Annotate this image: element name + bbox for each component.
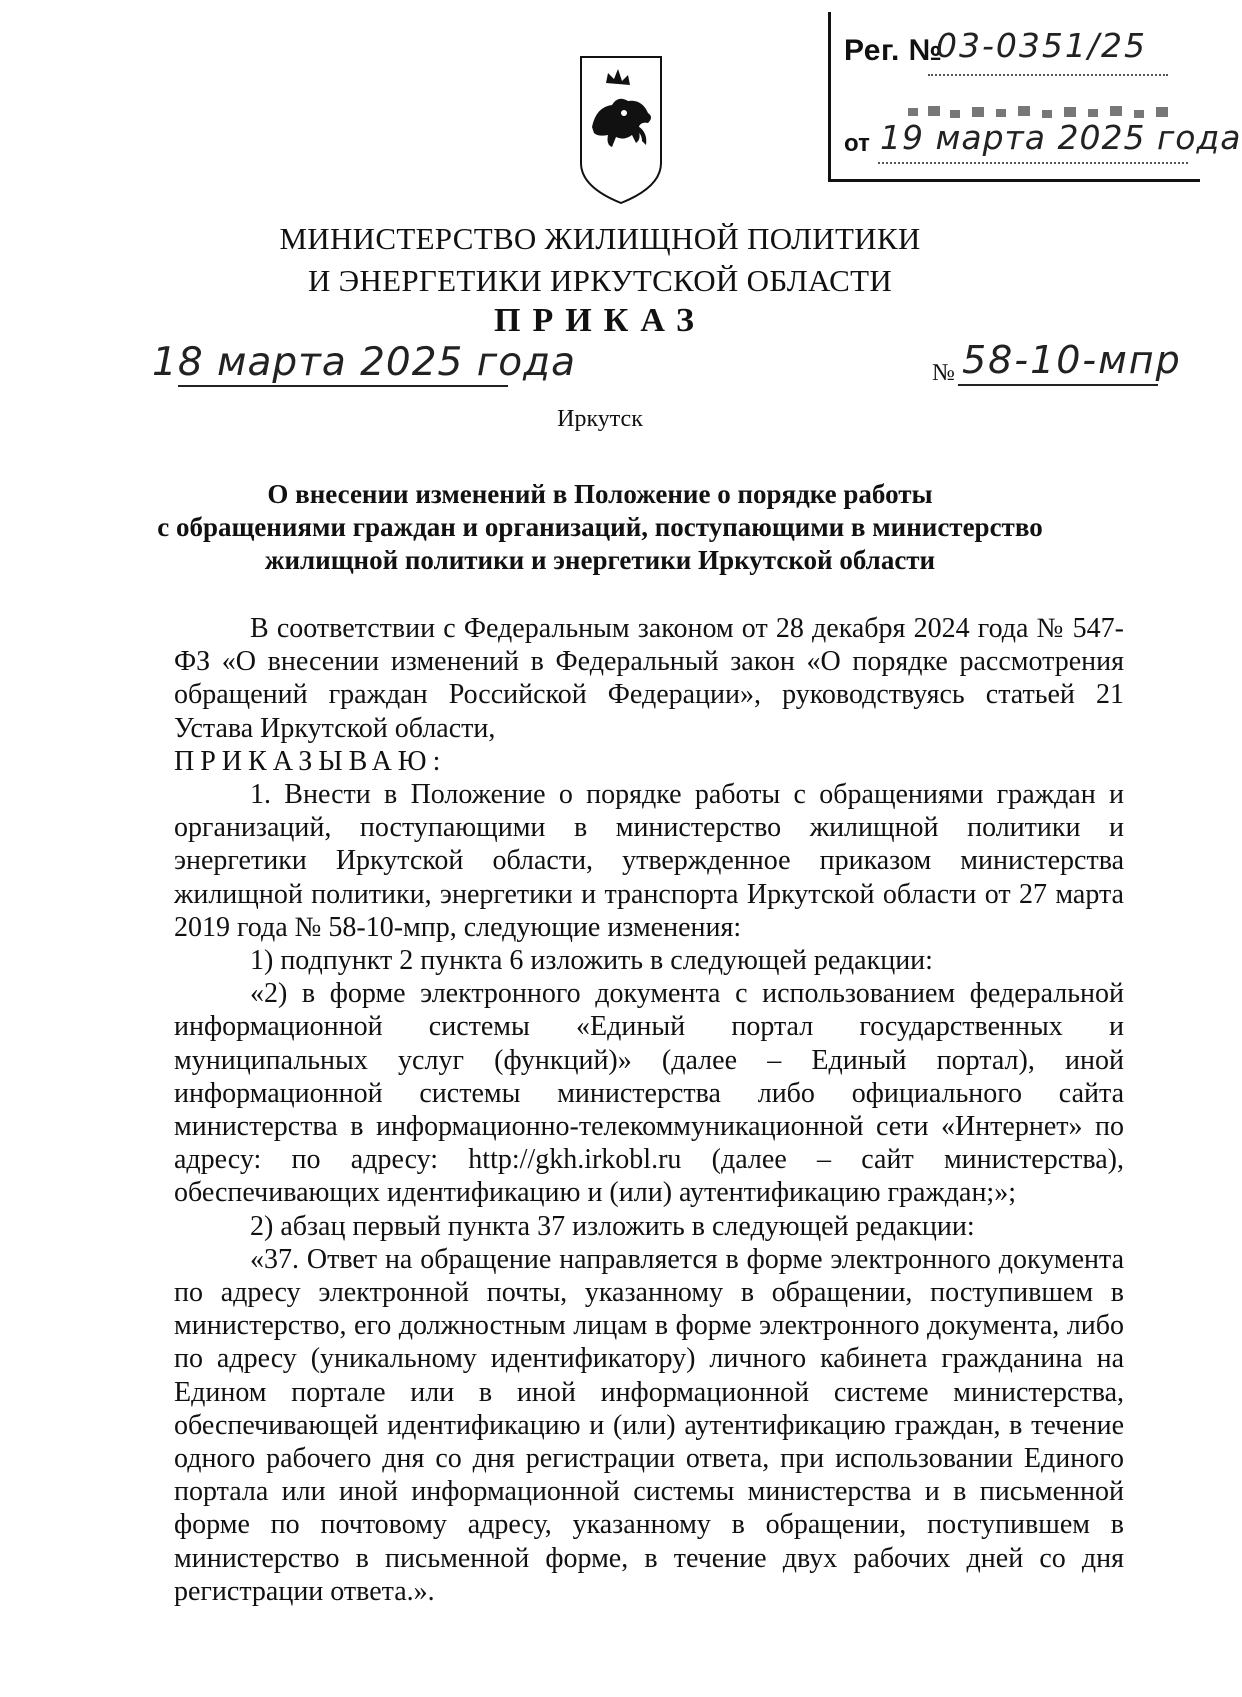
org-line-2: И ЭНЕРГЕТИКИ ИРКУТСКОЙ ОБЛАСТИ xyxy=(307,263,893,298)
coat-of-arms-emblem xyxy=(578,55,664,205)
item-1-paragraph: 1. Внести в Положение о порядке работы с обращениями граждан и организаций, поступающими в министерство жилищной политики и энергетики Иркутской области, утвержденное приказом министерства жилищной политики, энергетики и транспорта Иркутской области от 27 марта 2019 года № 58-10-мпр, следующие изменения: xyxy=(174,779,1124,943)
stamp-date-label: от xyxy=(844,130,870,157)
document-type: ПРИКАЗ xyxy=(494,302,706,339)
subitem-1-paragraph: 1) подпункт 2 пункта 6 изложить в следующей редакции: xyxy=(250,945,933,977)
city-name: Иркутск xyxy=(557,406,643,432)
quote-1-paragraph: «2) в форме электронного документа с использованием федеральной информационной системы «Единый портал государственных и муниципальных услуг (функций)» (далее – Единый портал), иной информационной системы министерства либо официального сайта министерства в информационно-телекоммуникационной сети «Интернет» по адресу: по адресу: http://gkh.irkobl.ru (далее – сайт министерства), обеспечивающих идентификацию и (или) аутентификацию граждан;»; xyxy=(174,978,1124,1209)
title-line-3: жилищной политики и энергетики Иркутской области xyxy=(264,545,936,575)
order-date-underline xyxy=(178,385,508,388)
stamp-frame-bottom xyxy=(828,179,1200,182)
stamp-date-handwritten: 19 марта 2025 года xyxy=(880,118,1242,157)
stamp-date-underline xyxy=(878,162,1188,165)
subitem-2-paragraph: 2) абзац первый пункта 37 изложить в следующей редакции: xyxy=(250,1210,975,1242)
quote-2-paragraph: «37. Ответ на обращение направляется в форме электронного документа по адресу электронной почты, указанному в обращении, поступившем в министерство, его должностным лицам в форме электронного документа, либо по адресу (уникальному идентификатору) личного кабинета гражданина на Едином портале или в иной информационной системе министерства, обеспечивающей идентификацию и (или) аутентификацию граждан, в течение одного рабочего дня со дня регистрации ответа, при использовании Единого портала или иной информационной системы министерства и в письменной форме по почтовому адресу, указанному в обращении, поступившем в министерство в письменной форме, в течение двух рабочих дней со дня регистрации ответа.». xyxy=(174,1243,1124,1607)
title-line-2: с обращениями граждан и организаций, поступающими в министерство xyxy=(157,512,1043,542)
title-line-1: О внесении изменений в Положение о порядке работы xyxy=(267,479,933,509)
order-word: ПРИКАЗЫВАЮ: xyxy=(174,745,447,777)
registration-stamp xyxy=(828,12,1242,182)
reg-label: Рег. № xyxy=(844,34,943,67)
order-date-handwritten: 18 марта 2025 года xyxy=(152,340,576,385)
organization-name xyxy=(0,218,1200,302)
order-number-handwritten: 58-10-мпр xyxy=(962,338,1182,382)
document-body xyxy=(174,612,1124,1608)
stamp-frame-left xyxy=(828,12,831,182)
document-title xyxy=(130,478,1070,577)
reg-number-underline xyxy=(928,74,1168,77)
order-number-label: № xyxy=(932,360,955,386)
order-number-underline xyxy=(958,384,1158,387)
reg-number-handwritten: 03-0351/25 xyxy=(936,26,1147,65)
preamble-paragraph: В соответствии с Федеральным законом от 28 декабря 2024 года № 547-ФЗ «О внесении изменений в Федеральный закон «О порядке рассмотрения обращений граждан Российской Федерации», руководствуясь статьей 21 Устава Иркутской области, xyxy=(174,613,1124,744)
org-line-1: МИНИСТЕРСТВО ЖИЛИЩНОЙ ПОЛИТИКИ xyxy=(279,221,921,256)
